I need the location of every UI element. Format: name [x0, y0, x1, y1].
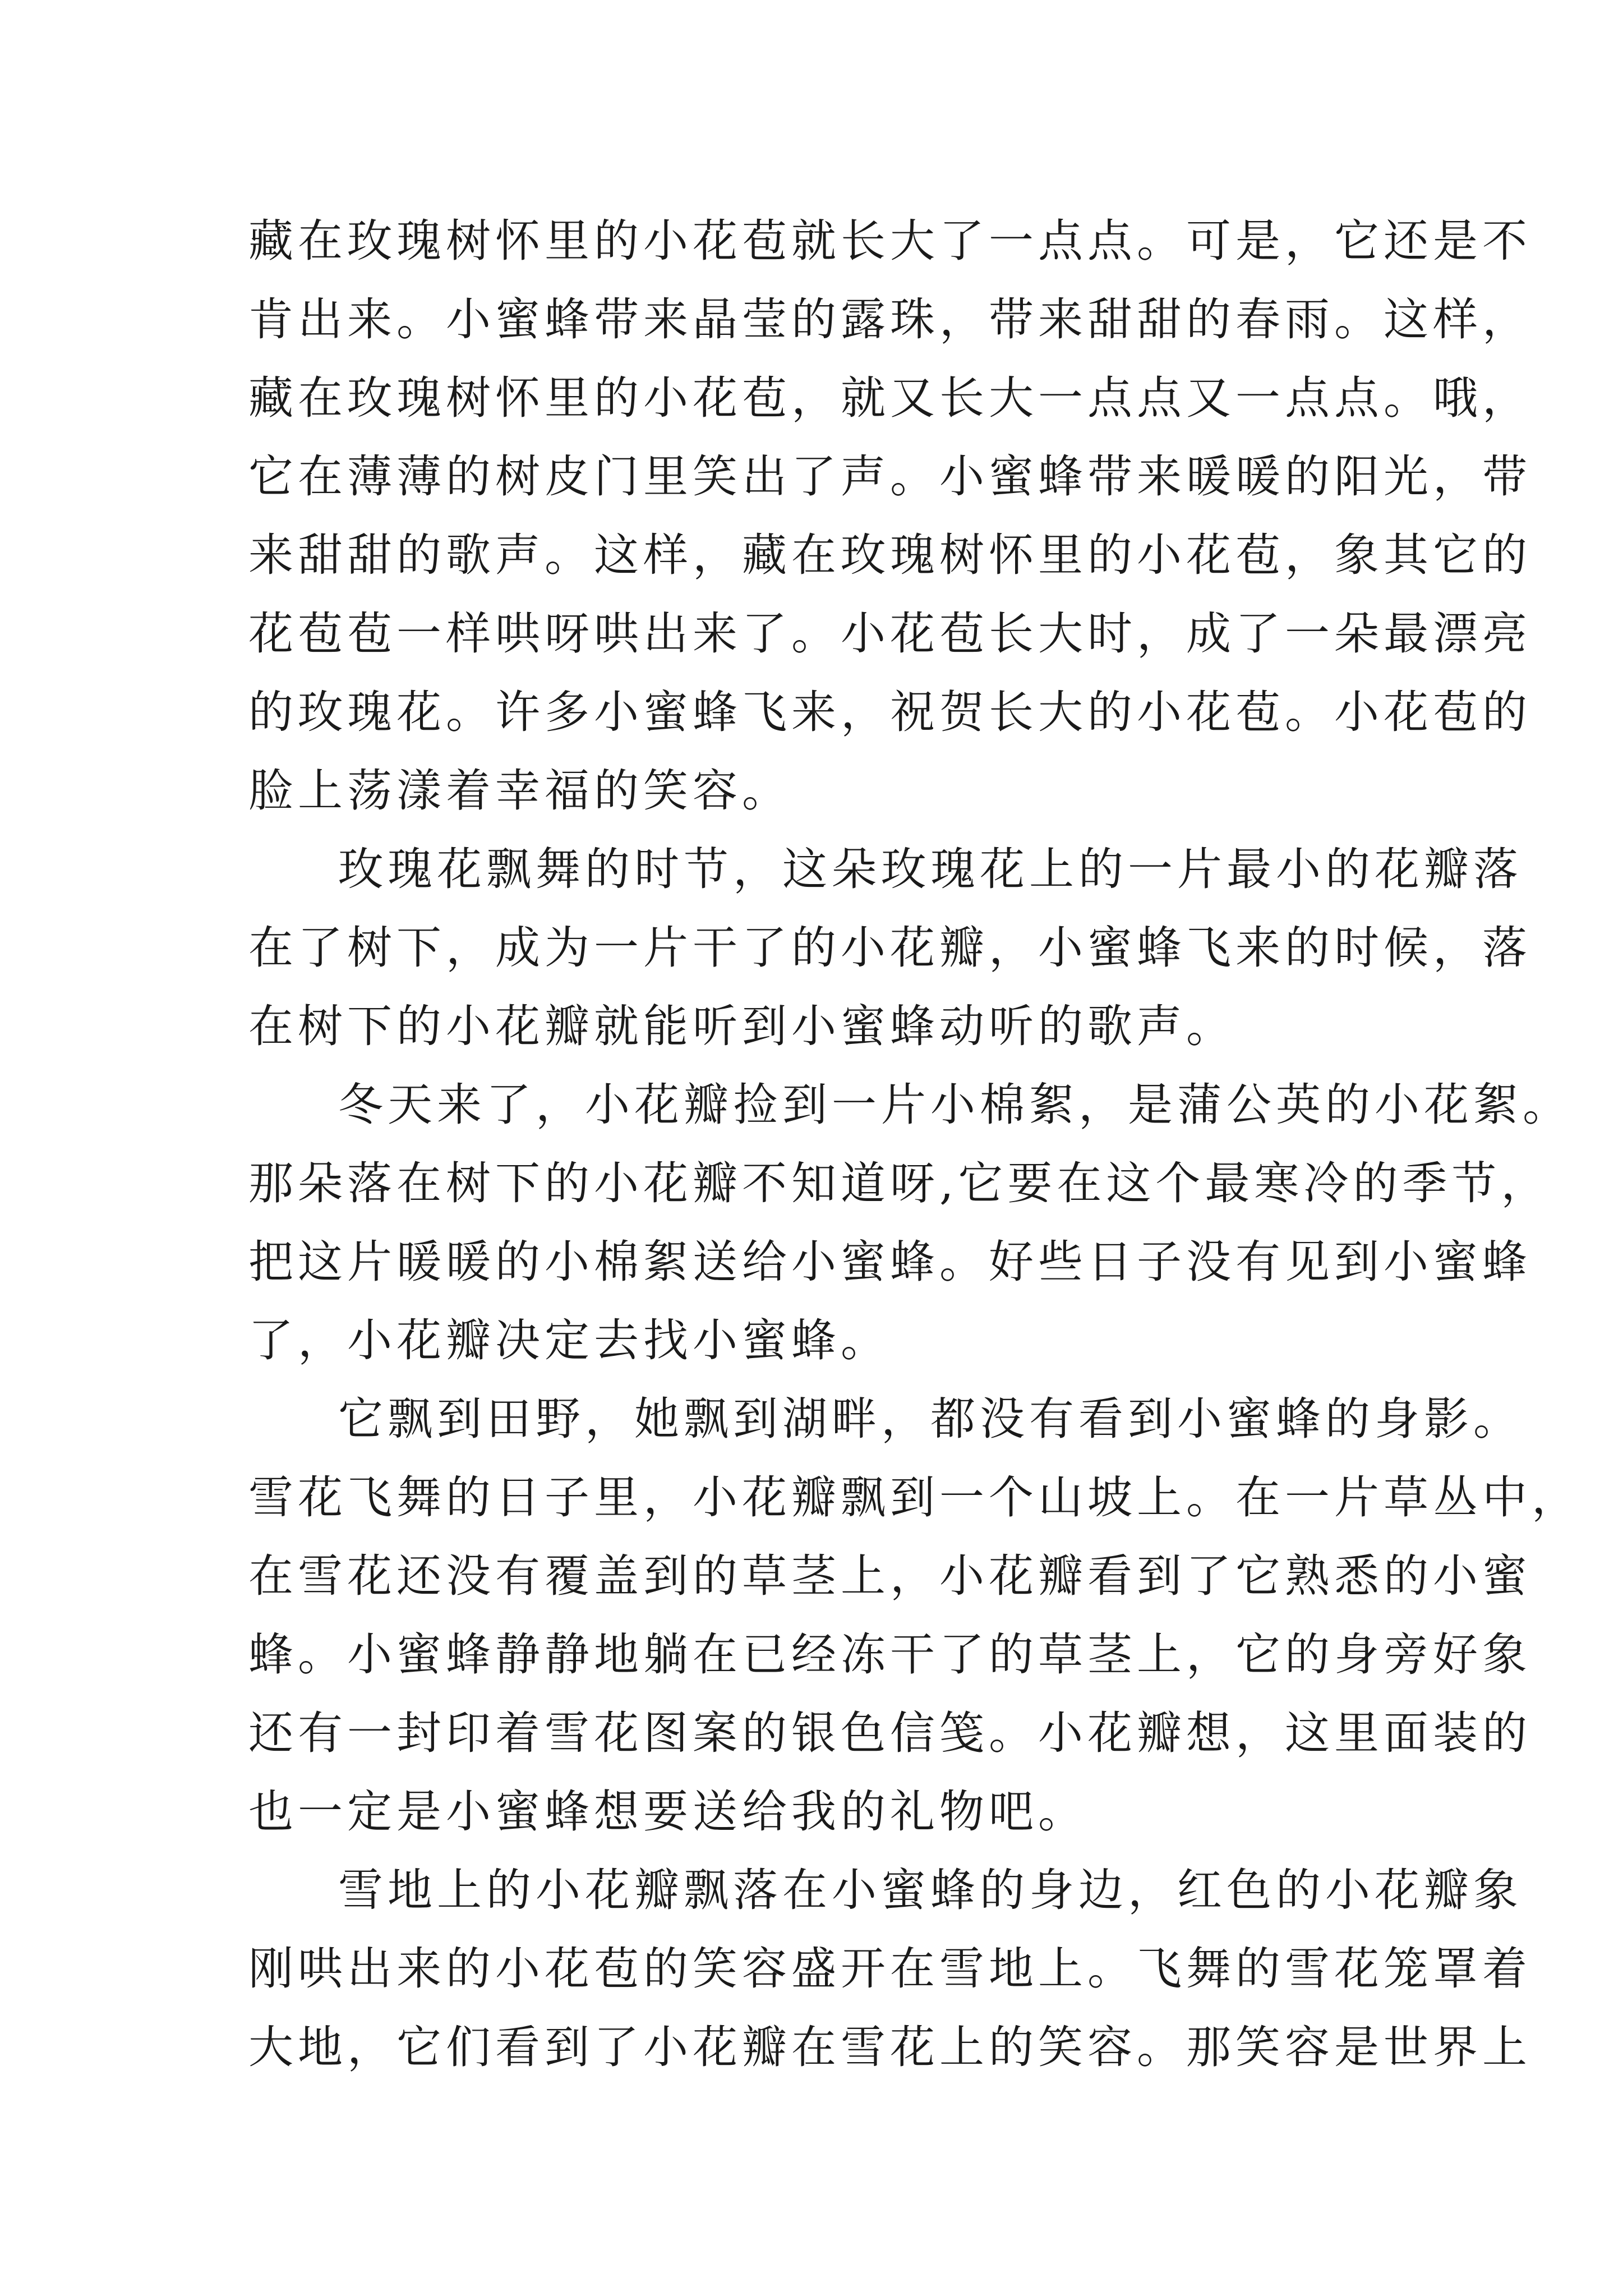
text-line: 大地，它们看到了小花瓣在雪花上的笑容。那笑容是世界上	[248, 2021, 1532, 2073]
paragraph-first-line: 冬天来了，小花瓣捡到一片小棉絮，是蒲公英的小花絮。	[338, 1079, 1572, 1131]
text-line: 刚哄出来的小花苞的笑容盛开在雪地上。飞舞的雪花笼罩着	[248, 1943, 1532, 1995]
text-line: 雪花飞舞的日子里，小花瓣飘到一个山坡上。在一片草丛中，	[248, 1471, 1581, 1524]
paragraph-first-line: 它飘到田野，她飘到湖畔，都没有看到小蜜蜂的身影。	[338, 1393, 1523, 1445]
text-line: 也一定是小蜜蜂想要送给我的礼物吧。	[248, 1786, 1087, 1838]
text-line: 在雪花还没有覆盖到的草茎上，小花瓣看到了它熟悉的小蜜	[248, 1550, 1532, 1602]
paragraph-first-line: 玫瑰花飘舞的时节，这朵玫瑰花上的一片最小的花瓣落	[338, 843, 1523, 895]
text-line: 脸上荡漾着幸福的笑容。	[248, 765, 791, 817]
text-line: 藏在玫瑰树怀里的小花苞，就又长大一点点又一点点。哦，	[248, 372, 1532, 424]
text-line: 肯出来。小蜜蜂带来晶莹的露珠，带来甜甜的春雨。这样，	[248, 293, 1532, 346]
text-line: 花苞苞一样哄呀哄出来了。小花苞长大时，成了一朵最漂亮	[248, 608, 1532, 660]
text-line: 还有一封印着雪花图案的银色信笺。小花瓣想，这里面装的	[248, 1707, 1532, 1759]
text-line: 在树下的小花瓣就能听到小蜜蜂动听的歌声。	[248, 1000, 1235, 1052]
text-line: 在了树下，成为一片干了的小花瓣，小蜜蜂飞来的时候，落	[248, 922, 1532, 974]
text-line: 那朵落在树下的小花瓣不知道呀,它要在这个最寒冷的季节，	[248, 1157, 1551, 1209]
text-line: 它在薄薄的树皮门里笑出了声。小蜜蜂带来暖暖的阳光，带	[248, 450, 1532, 503]
text-line: 藏在玫瑰树怀里的小花苞就长大了一点点。可是，它还是不	[248, 215, 1532, 267]
text-line: 来甜甜的歌声。这样，藏在玫瑰树怀里的小花苞，象其它的	[248, 529, 1532, 581]
text-line: 把这片暖暖的小棉絮送给小蜜蜂。好些日子没有见到小蜜蜂	[248, 1236, 1532, 1288]
paragraph-first-line: 雪地上的小花瓣飘落在小蜜蜂的身边，红色的小花瓣象	[338, 1864, 1523, 1916]
text-line: 了，小花瓣决定去找小蜜蜂。	[248, 1314, 890, 1366]
text-line: 蜂。小蜜蜂静静地躺在已经冻干了的草茎上，它的身旁好象	[248, 1628, 1532, 1681]
text-line: 的玫瑰花。许多小蜜蜂飞来，祝贺长大的小花苞。小花苞的	[248, 686, 1532, 738]
